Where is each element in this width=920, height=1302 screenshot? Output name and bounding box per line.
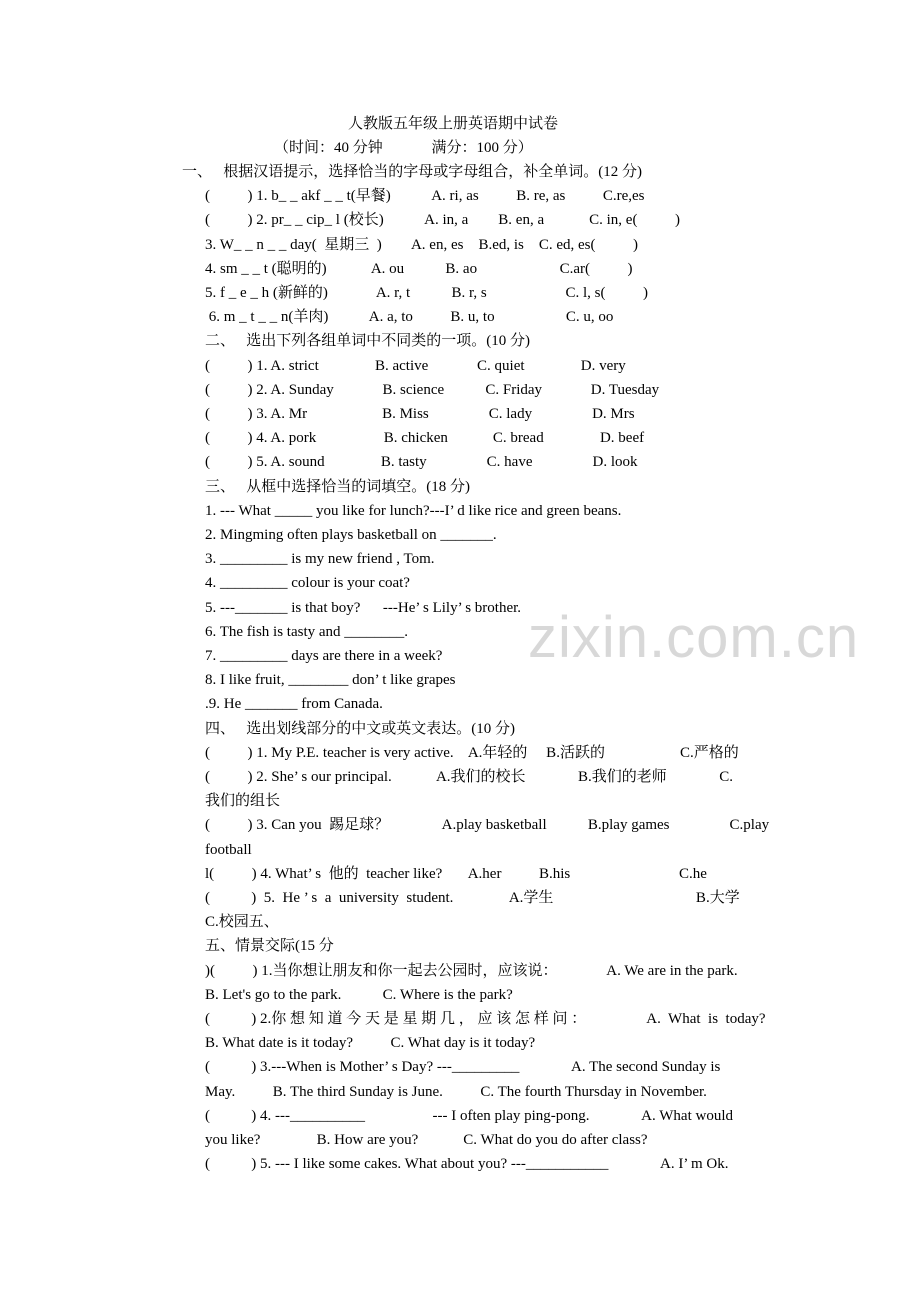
exam-line: 4. _________ colour is your coat? [205, 575, 410, 592]
exam-line: ( ) 2. A. Sunday B. science C. Friday D. Tuesday [205, 381, 660, 398]
exam-line: B. Let's go to the park. C. Where is the park? [205, 986, 513, 1003]
exam-line: ( ) 3. A. Mr B. Miss C. lady D. Mrs [205, 406, 635, 422]
exam-line: football [205, 841, 252, 858]
exam-line: 5. ---_______ is that boy? ---He’ s Lily’ s brother. [205, 599, 522, 616]
exam-line: ( ) 1. b_ _ akf _ _ t(早餐) A. ri, as B. re, as C.re,es [205, 188, 645, 205]
exam-line: you like? B. How are you? C. What do you do after class? [205, 1132, 648, 1148]
exam-line: )( ) 1.当你想让朋友和你一起去公园时，应该说： A. We are in the park. [205, 962, 738, 979]
exam-line: 4. sm _ _ t (聪明的) A. ou B. ao C.ar( ) [205, 260, 633, 277]
exam-line: ( ) 4. A. pork B. chicken C. bread D. beef [205, 430, 645, 447]
exam-line: ( ) 5. A. sound B. tasty C. have D. look [205, 454, 638, 471]
exam-line: 三、 从框中选择恰当的词填空。(18 分) [205, 478, 470, 495]
exam-line: ( ) 4. ---__________ --- I often play ping-pong. A. What would [205, 1107, 733, 1124]
exam-line: ( ) 2.你 想 知 道 今 天 是 星 期 几 ， 应 该 怎 样 问 ： A. What is today? [205, 1011, 766, 1027]
exam-line: 8. I like fruit, ________ don’ t like grapes [205, 672, 456, 689]
exam-line: 6. m _ t _ _ n(羊肉) A. a, to B. u, to C. u, oo [205, 309, 614, 326]
exam-line: ( ) 3. Can you 踢足球？ A.play basketball B.play games C.play [205, 817, 770, 834]
exam-line: 1. --- What _____ you like for lunch?---I’ d like rice and green beans. [205, 502, 622, 519]
exam-line: 7. _________ days are there in a week? [205, 648, 443, 664]
exam-line: 5. f _ e _ h (新鲜的) A. r, t B. r, s C. l, s( ) [205, 285, 648, 301]
exam-line: May. B. The third Sunday is June. C. The fourth Thursday in November. [205, 1083, 707, 1100]
exam-time-score: （时间：40 分钟 满分：100 分） [274, 140, 533, 156]
exam-line: ( ) 1. A. strict B. active C. quiet D. very [205, 357, 626, 374]
exam-line: l( ) 4. What’ s 他的 teacher like? A.her B.his C.he [205, 865, 707, 882]
exam-line: ( ) 1. My P.E. teacher is very active. A.年轻的 B.活跃的 C.严格的 [205, 744, 739, 761]
exam-line: 二、 选出下列各组单词中不同类的一项。(10 分) [205, 333, 530, 350]
exam-line: 四、 选出划线部分的中文或英文表达。(10 分) [205, 720, 515, 737]
exam-line: 我们的组长 [205, 793, 281, 810]
exam-line: 3. _________ is my new friend , Tom. [205, 551, 435, 568]
exam-line: ( ) 5. He ’ s a university student. A.学生 B.大学 [205, 890, 740, 906]
exam-line: 6. The fish is tasty and ________. [205, 623, 409, 640]
watermark: zixin.com.cn [528, 605, 860, 670]
exam-line: 一、 根据汉语提示，选择恰当的字母或字母组合，补全单词。(12 分) [182, 164, 642, 180]
exam-title: 人教版五年级上册英语期中试卷 [348, 116, 559, 132]
exam-line: C.校园五、 [205, 914, 279, 931]
exam-line: B. What date is it today? C. What day is it today? [205, 1035, 536, 1052]
exam-line: ( ) 2. She’ s our principal. A.我们的校长 B.我们的老师 C. [205, 769, 734, 785]
exam-line: 五、情景交际(15 分 [205, 938, 334, 955]
exam-line: ( ) 3.---When is Mother’ s Day? ---_________ A. The second Sunday is [205, 1059, 721, 1076]
exam-line: ( ) 5. --- I like some cakes. What about you? ---___________ A. I’ m Ok. [205, 1156, 729, 1173]
exam-line: 2. Mingming often plays basketball on _______. [205, 527, 497, 543]
exam-line: 3. W_ _ n _ _ day( 星期三 ) A. en, es B.ed, is C. ed, es( ) [205, 236, 639, 253]
exam-line: ( ) 2. pr_ _ cip_ l (校长) A. in, a B. en, a C. in, e( ) [205, 212, 680, 229]
exam-line: .9. He _______ from Canada. [205, 696, 383, 713]
